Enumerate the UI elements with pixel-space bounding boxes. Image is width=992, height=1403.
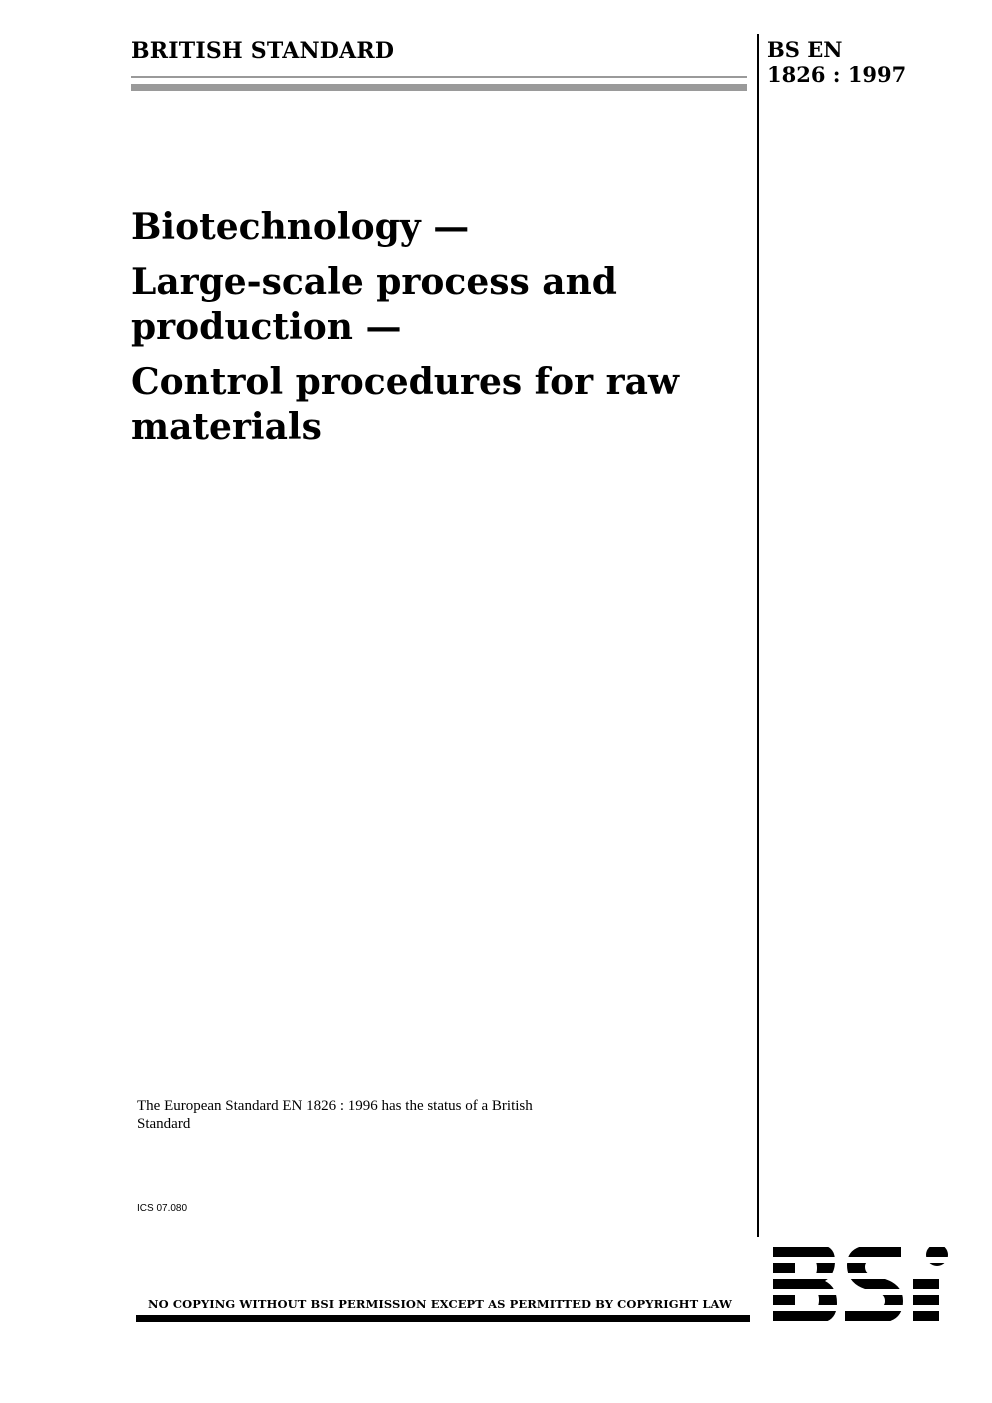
standard-number-line1: BS EN <box>767 37 843 62</box>
standard-number <box>767 37 906 87</box>
footer-rule <box>136 1315 750 1322</box>
document-title <box>131 205 731 460</box>
header-rule-thick <box>131 84 747 91</box>
ics-code: ICS 07.080 <box>137 1203 188 1214</box>
vertical-divider <box>757 34 759 1237</box>
status-note: The European Standard EN 1826 : 1996 has the status of a British Standard <box>137 1098 533 1132</box>
standard-number-line2: 1826 : 1997 <box>767 62 907 87</box>
title-line2: Large-scale process and production — <box>131 261 617 348</box>
header-label: BRITISH STANDARD <box>131 38 395 64</box>
bsi-logo <box>773 1245 949 1325</box>
copyright-notice: NO COPYING WITHOUT BSI PERMISSION EXCEPT AS PERMITTED BY COPYRIGHT LAW <box>148 1297 733 1311</box>
title-line1: Biotechnology — <box>131 206 470 248</box>
header-rule-thin <box>131 76 747 78</box>
title-line3: Control procedures for raw materials <box>131 361 679 448</box>
